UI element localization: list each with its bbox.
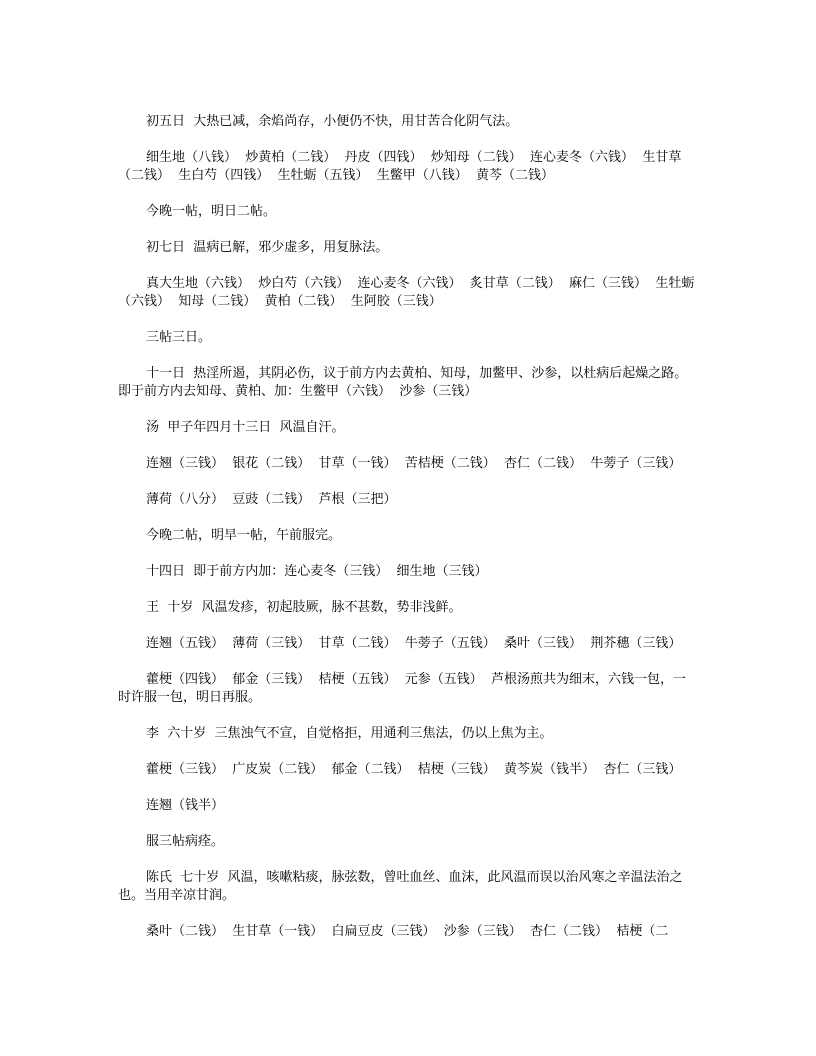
paragraph: 桑叶（二钱） 生甘草（一钱） 白扁豆皮（三钱） 沙参（三钱） 杏仁（二钱） 桔梗（二: [146, 924, 669, 939]
paragraph: 陈氏 七十岁 风温，咳嗽粘痰，脉弦数，曾吐血丝、血沫，此风温而误以治风寒之辛温法治之也。当用辛凉甘润。: [118, 870, 683, 903]
paragraph: 连翘（钱半）: [146, 798, 225, 813]
paragraph: 王 十岁 风温发疹，初起肢厥，脉不甚数，势非浅鲜。: [146, 600, 462, 615]
paragraph: 薄荷（八分） 豆豉（二钱） 芦根（三把）: [146, 492, 397, 507]
paragraph: 三帖三日。: [146, 330, 212, 345]
paragraph: 连翘（三钱） 银花（二钱） 甘草（一钱） 苦桔梗（二钱） 杏仁（二钱） 牛蒡子（三钱）: [146, 456, 682, 471]
paragraph: 细生地（八钱） 炒黄柏（二钱） 丹皮（四钱） 炒知母（二钱） 连心麦冬（六钱） 生甘草（二钱） 生白芍（四钱） 生牡蛎（五钱） 生鳖甲（八钱） 黄芩（二钱）: [118, 150, 682, 183]
document-body: [118, 113, 698, 959]
paragraph: 真大生地（六钱） 炒白芍（六钱） 连心麦冬（六钱） 炙甘草（二钱） 麻仁（三钱） 生牡蛎（六钱） 知母（二钱） 黄柏（二钱） 生阿胶（三钱）: [118, 276, 695, 309]
paragraph: 李 六十岁 三焦浊气不宣，自觉格拒，用通利三焦法，仍以上焦为主。: [146, 726, 553, 741]
paragraph: 藿梗（四钱） 郁金（三钱） 桔梗（五钱） 元参（五钱） 芦根汤煎共为细末，六钱一包，一时许服一包，明日再服。: [118, 672, 687, 705]
paragraph: 初五日 大热已减，余焰尚存，小便仍不快，用甘苦合化阴气法。: [146, 114, 519, 129]
paragraph: 十一日 热淫所遏，其阴必伤，议于前方内去黄柏、知母，加鳖甲、沙参，以杜病后起燥之路。即于前方内去知母、黄柏、加：生鳖甲（六钱） 沙参（三钱）: [118, 366, 688, 399]
paragraph: 十四日 即于前方内加：连心麦冬（三钱） 细生地（三钱）: [146, 564, 488, 579]
paragraph: 汤 甲子年四月十三日 风温自汗。: [146, 420, 345, 435]
paragraph: 服三帖病痊。: [146, 834, 225, 849]
paragraph: 连翘（五钱） 薄荷（三钱） 甘草（二钱） 牛蒡子（五钱） 桑叶（三钱） 荆芥穗（三钱）: [146, 636, 682, 651]
paragraph: 藿梗（三钱） 广皮炭（二钱） 郁金（二钱） 桔梗（三钱） 黄芩炭（钱半） 杏仁（三钱）: [146, 762, 682, 777]
paragraph: 今晚一帖，明日二帖。: [146, 204, 277, 219]
paragraph: 初七日 温病已解，邪少虚多，用复脉法。: [146, 240, 389, 255]
paragraph: 今晚二帖，明早一帖，午前服完。: [146, 528, 342, 543]
